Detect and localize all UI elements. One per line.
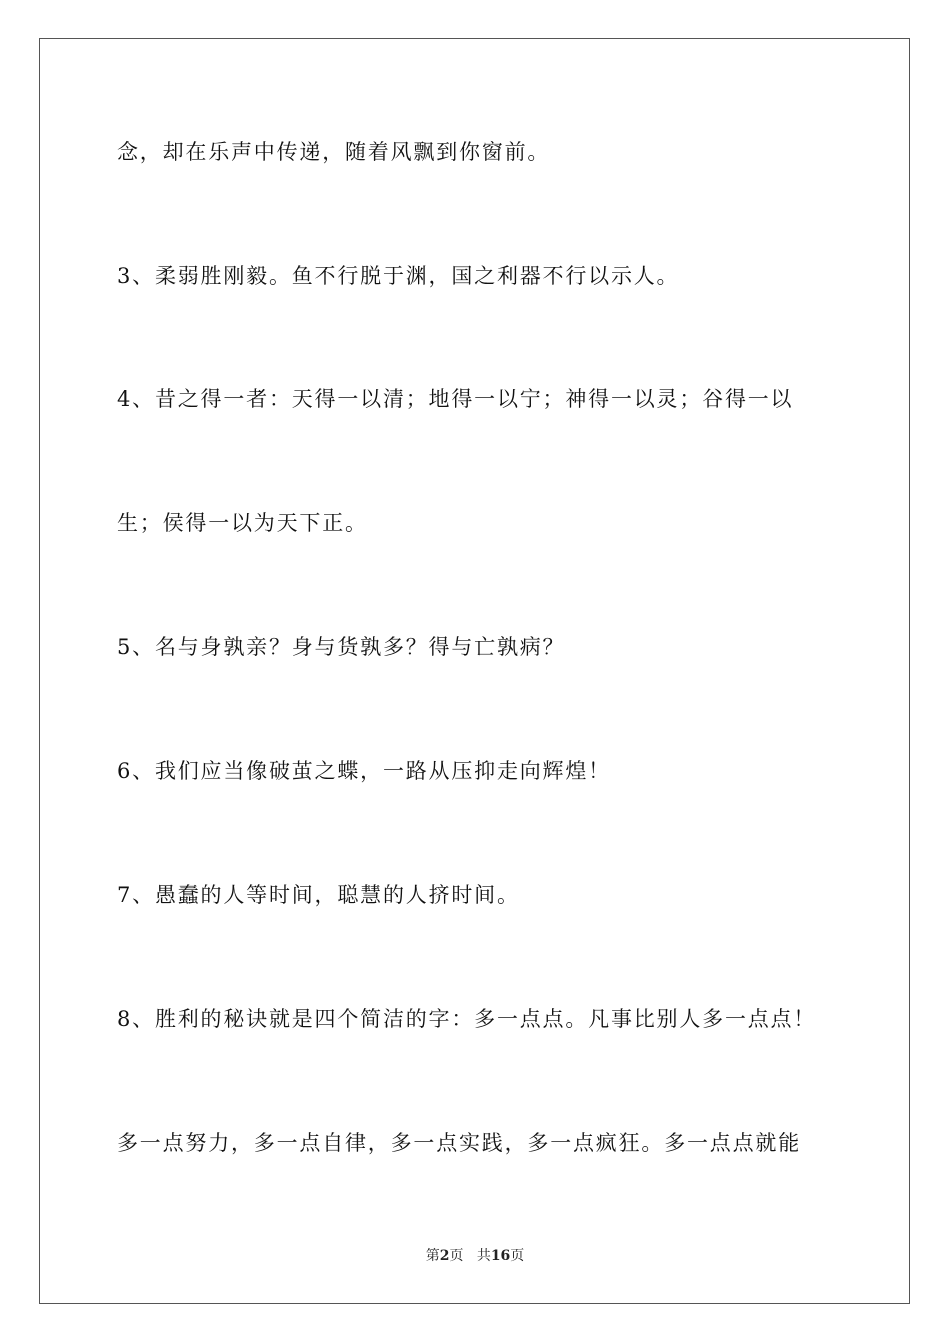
page-border: [39, 38, 910, 1304]
page-prefix: 第: [425, 1248, 440, 1264]
text-line: 5、名与身孰亲？身与货孰多？得与亡孰病？: [117, 635, 566, 659]
text-line: 多一点努力，多一点自律，多一点实践，多一点疯狂。多一点点就能: [117, 1131, 801, 1155]
page-number: 2: [439, 1248, 450, 1264]
page-footer: [0, 1247, 950, 1265]
text-line: 生；侯得一以为天下正。: [117, 511, 368, 535]
text-line: 7、愚蠢的人等时间，聪慧的人挤时间。: [117, 883, 520, 907]
text-line: 8、胜利的秘诀就是四个简洁的字：多一点点。凡事比别人多一点点！: [117, 1007, 817, 1031]
total-prefix: 共: [476, 1248, 491, 1264]
page-suffix: 页: [449, 1248, 464, 1264]
text-line: 念，却在乐声中传递，随着风飘到你窗前。: [117, 140, 551, 164]
total-suffix: 页: [510, 1248, 525, 1264]
total-pages: 16: [490, 1248, 511, 1264]
text-line: 4、昔之得一者：天得一以清；地得一以宁；神得一以灵；谷得一以: [117, 387, 794, 411]
text-line: 6、我们应当像破茧之蝶，一路从压抑走向辉煌！: [117, 759, 611, 783]
text-line: 3、柔弱胜刚毅。鱼不行脱于渊，国之利器不行以示人。: [117, 264, 680, 288]
